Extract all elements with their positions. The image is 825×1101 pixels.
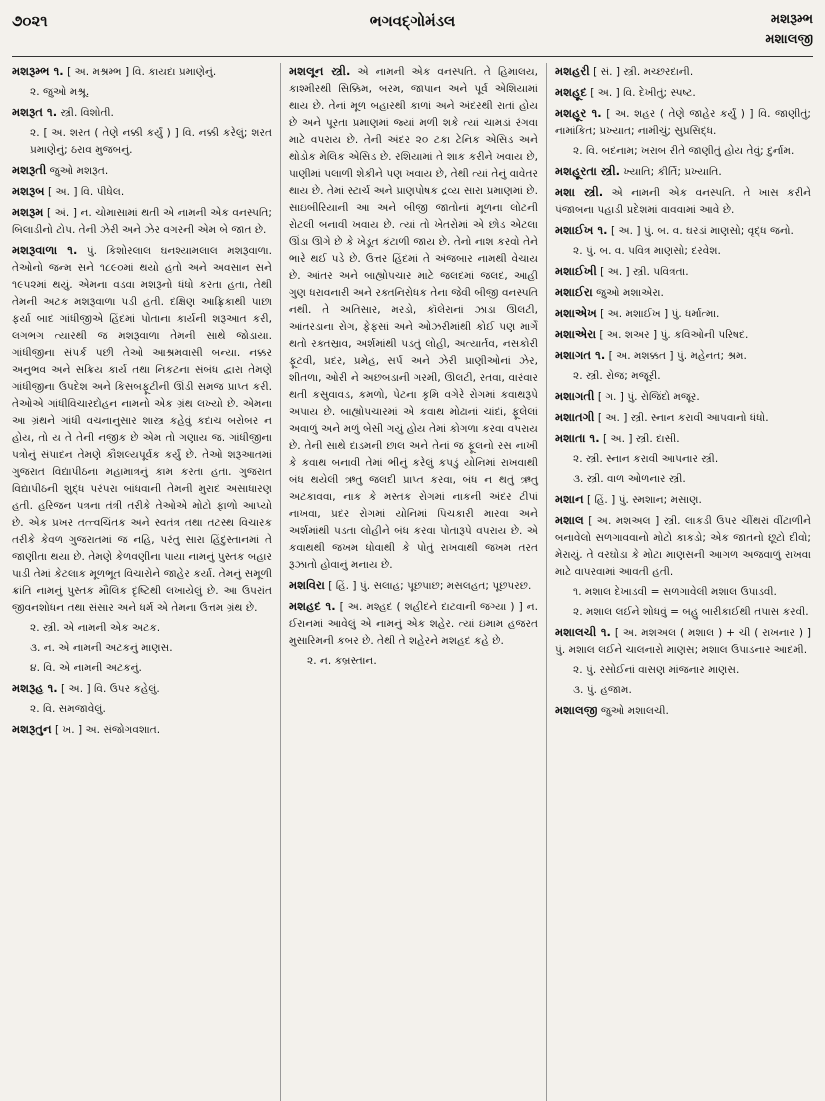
entry-sense (30, 84, 272, 101)
dictionary-entry (555, 347, 811, 365)
definition-text: [ હિં. ] પું. સલાહ; પૂછપાછ; મસલહત; પૂછપરછ. (328, 580, 532, 592)
definition-text: ૨. પું. રસોઈનાં વાસણ માંજનાર માણસ. (573, 664, 740, 676)
dictionary-entry (555, 430, 811, 448)
headword: મશાન (555, 492, 584, 506)
page-header (12, 10, 813, 57)
page-number: ૭૦૨૧ (12, 12, 48, 30)
headword: મશાતગી (555, 410, 595, 424)
dictionary-entry (555, 105, 811, 140)
entry-sense (573, 143, 811, 160)
dictionary-entry (12, 63, 272, 81)
guide-word-first: મશરૂમ્ભ (770, 12, 813, 27)
entry-sense (573, 682, 811, 699)
definition-text: [ અ. મશ્રમ્ભ ] વિ. કાયદા પ્રમાણેનું. (67, 66, 217, 78)
headword: મશાએખ (555, 306, 597, 320)
definition-text: ૨. સ્ત્રી. એ નામની એક અટક. (30, 622, 161, 634)
definition-text: [ અ. શઅર ] પું. કવિઓની પરિષદ. (599, 329, 749, 341)
dictionary-entry (555, 702, 811, 720)
columns (12, 63, 813, 1101)
definition-text: ખ્યાતિ; કીર્તિ; પ્રખ્યાતિ. (623, 166, 722, 178)
definition-text: [ અ. ] વિ. પીધેલ. (47, 186, 125, 198)
dictionary-entry (12, 680, 272, 698)
definition-text: [ અ. ] પું. બ. વ. ઘરડાં માણસો; વૃદ્ધ જનો. (610, 225, 794, 237)
definition-text: જુઓ મશરૂત. (49, 165, 109, 177)
definition-text: [ અ. મશક્કત ] પું. મહેનત; શ્રમ. (608, 350, 747, 362)
headword: મશા સ્ત્રી. (555, 185, 604, 199)
entry-sense (573, 584, 811, 601)
dictionary-entry (555, 184, 811, 219)
entry-sense (573, 471, 811, 488)
dictionary-entry (555, 491, 811, 509)
headword: મશાઈખી (555, 264, 597, 278)
entry-sense (307, 653, 538, 670)
dictionary-entry (12, 204, 272, 239)
definition-text: જુઓ મશાએરા. (596, 287, 664, 299)
column-1 (12, 63, 280, 1101)
headword: મશાલચી ૧. (555, 625, 611, 639)
headword: મશાતા ૧. (555, 431, 600, 445)
entry-sense (30, 660, 272, 677)
dictionary-entry (12, 721, 272, 739)
definition-text: [ અ. મશ્હદ ( શહીદને દાટવાની જગ્યા ) ] ન. ઈરાનમાં આવેલું એ નામનું એક શહેર. ત્યાં ઇમામ હજરત મુસારિમની કબર છે. તેથી તે શહેરને મશહદ કહે છે. (289, 601, 538, 647)
entry-sense (30, 125, 272, 159)
headword: મશહૂદ (555, 85, 587, 99)
definition-text: ૨. સ્ત્રી. રોજ; મજૂરી. (573, 370, 661, 382)
definition-text: સ્ત્રી. વિશોતી. (60, 107, 114, 119)
dictionary-entry (12, 162, 272, 180)
dictionary-entry (289, 63, 538, 574)
definition-text: ૨. જુઓ મશ્રૂ. (30, 86, 90, 98)
headword: મશરૂમ્ભ ૧. (12, 64, 64, 78)
headword: મશરૂહ ૧. (12, 681, 58, 695)
definition-text: ૪. વિ. એ નામની અટકનું. (30, 662, 142, 674)
dictionary-entry (555, 84, 811, 102)
definition-text: ૩. ન. એ નામની અટકનું માણસ. (30, 642, 173, 654)
entry-sense (573, 243, 811, 260)
dictionary-entry (12, 183, 272, 201)
dictionary-entry (555, 388, 811, 406)
entry-sense (573, 604, 811, 621)
dictionary-entry (555, 326, 811, 344)
definition-text: [ અ. શહર ( તેણે જાહેર કર્યું ) ] વિ. જાણીતું; નામાંકિત; પ્રખ્યાત; નામીચું; સુપ્રસિદ્ધ. (555, 108, 811, 137)
headword: મશહદ ૧. (289, 599, 336, 613)
entry-sense (30, 620, 272, 637)
headword: મશાગત ૧. (555, 348, 606, 362)
column-3 (546, 63, 811, 1101)
dictionary-entry (289, 577, 538, 595)
entry-sense (573, 368, 811, 385)
dictionary-entry (555, 624, 811, 659)
definition-text: [ અં. ] ન. ચોમાસામાં થતી એ નામની એક વનસ્પતિ; બિલાડીનો ટોપ. તેની ઝેરી અને ઝેર વગરની એમ બે જાત છે. (12, 207, 273, 236)
headword: મશાગતી (555, 389, 595, 403)
definition-text: [ અ. ] સ્ત્રી. પવિત્રતા. (600, 266, 689, 278)
headword: મશાલ (555, 513, 584, 527)
headword: મશવિરા (289, 578, 325, 592)
guide-word-last: મશાલજી (765, 32, 813, 47)
dictionary-entry (12, 242, 272, 617)
definition-text: ૨. ન. કબ્રસ્તાન. (307, 655, 377, 667)
entry-sense (30, 640, 272, 657)
definition-text: ૨. [ અ. શરત ( તેણે નક્કી કર્યું ) ] વિ. નક્કી કરેલું; શરત પ્રમાણેનું; ઠરાવ મુજબનું. (30, 127, 272, 156)
dictionary-entry (555, 222, 811, 240)
headword: મશાઈરા (555, 285, 593, 299)
definition-text: એ નામની એક વનસ્પતિ. તે ખાસ કરીને પંજાબના પહાડી પ્રદેશમાં વાવવામાં આવે છે. (555, 187, 811, 216)
definition-text: [ અ. ] વિ. ઉપર કહેલું. (61, 683, 160, 695)
headword: મશરૂવાળા ૧. (12, 243, 78, 257)
running-title: ભગવદ્ગોમંડલ (369, 12, 456, 30)
definition-text: [ સં. ] સ્ત્રી. મચ્છરદાની. (593, 66, 694, 78)
dictionary-entry (555, 63, 811, 81)
headword: મશહૂર ૧. (555, 106, 602, 120)
entry-sense (573, 451, 811, 468)
definition-text: ૨. સ્ત્રી. સ્નાન કરાવી આપનાર સ્ત્રી. (573, 453, 719, 465)
definition-text: ૨. મશાલ લઈને શોધવું = બહુ બારીકાઈથી તપાસ કરવી. (573, 606, 809, 618)
definition-text: [ ખ. ] અ. સંજોગવશાત. (55, 724, 161, 736)
definition-text: પું. કિશોરલાલ ઘનશ્યામલાલ મશરૂવાળા. તેઓનો જન્મ સને ૧૮૯૦માં થયો હતો અને અવસાન સને ૧૯૫૨માં થયું. એમના વડવા મશરૂનો ધંધો કરતા હતા, તેથી તેમની અટક મશરૂવાળા પડી હતી. દક્ષિણ આફ્રિકાથી પાછા ફર્યા બાદ ગાંધીજીએ હિંદમાં પોતાના કાર્યની શરૂઆત કરી, લગભગ ત્યારથી જ મશરૂવાળા તેમની સાથે જોડાયા. ગાંધીજીના સંપર્ક પછી તેઓ આશ્રમવાસી બન્યા. નક્કર અનુભવ અને સક્રિય કાર્ય તથા નિકટના સંબંધ દ્વારા તેમણે ગાંધીજીના ઉપદેશ અને કિસબફૂટીની ઊંડી સમજ પ્રાપ્ત કરી. તેઓએ ગાંધીવિચારદોહન નામનો એક ગ્રંથ લખ્યો છે. એમના આ ગ્રંથને ગાંધી વચનાનુસાર શાસ્ત્ર કહેવું કદાચ બરોબર ન હોય, તો ય તે તેની નજીક છે એમ તો ગણાય જ. ગાંધીજીના પત્રોનું સંપાદન તેમણે કૌશલ્યપૂર્વક કર્યું છે. તેઓ શરૂઆતમાં ગુજરાત વિદ્યાપીઠના મહામાત્રનું કામ કરતા હતા. ગુજરાત વિદ્યાપીઠની શુદ્ધ પરંપરા બાંધવાની તેમની મુરાદ અસાધારણ હતી. હરિજન પત્રના તંત્રી તરીકે તેઓએ મોટો ફાળો આપ્યો છે. એક પ્રખર તત્ત્વચિંતક અને સ્વતંત્ર તથા તટસ્થ વિચારક તરીકે કેવળ ગુજરાતમાં જ નહિ, પરંતુ સારા હિંદુસ્તાનમાં તે જાણીતા થયા છે. તેમણે કેળવણીના પાયા નામનું પુસ્તક બહાર પાડી તેમાં કેટલાક મૂળભૂત વિચારોને જાહેર કર્યા. તેમનું સમૂળી ક્રાંતિ નામનું પુસ્તક મૌલિક દૃષ્ટિથી લખાયેલું છે. આ ઉપરાંત જીવનશોધન તથા સંસાર અને ધર્મ એ તેમના ઉત્તમ ગ્રંથ છે. (12, 245, 272, 614)
definition-text: ૩. પું. હજામ. (573, 684, 632, 696)
headword: મશાલજી (555, 703, 598, 717)
entry-sense (30, 701, 272, 718)
dictionary-entry (555, 512, 811, 581)
definition-text: [ ગ. ] પું. રોજિંદો મજૂર. (597, 391, 700, 403)
headword: મશરૂત ૧. (12, 105, 58, 119)
definition-text: [ અ. મશઅલ ( મશાલ ) + ચી ( રાખનાર ) ] પું. મશાલ લઈને ચાલનારો માણસ; મશાલ ઉપાડનાર આદમી. (555, 627, 811, 656)
headword: મશાઈખ ૧. (555, 223, 608, 237)
headword: મશરૂતુન (12, 722, 52, 736)
headword: મશરૂમ (12, 205, 44, 219)
dictionary-entry (12, 104, 272, 122)
definition-text: ૨. પું. બ. વ. પવિત્ર માણસો; દરવેશ. (573, 245, 721, 257)
headword: મશહૂરતા સ્ત્રી. (555, 164, 621, 178)
entry-sense (573, 662, 811, 679)
definition-text: ૧. મશાલ દેખાડવી = સળગાવેલી મશાલ ઉપાડવી. (573, 586, 777, 598)
dictionary-entry (555, 284, 811, 302)
headword: મશલૂન સ્ત્રી. (289, 64, 351, 78)
dictionary-entry (555, 163, 811, 181)
definition-text: [ અ. મશાઈખ ] પું. ધર્માત્મા. (600, 308, 720, 320)
headword: મશહરી (555, 64, 590, 78)
definition-text: [ અ. ] વિ. દેખીતું; સ્પષ્ટ. (590, 87, 696, 99)
definition-text: ૨. વિ. સમજાવેલું. (30, 703, 106, 715)
definition-text: ૩. સ્ત્રી. વાળ ઓળનાર સ્ત્રી. (573, 473, 686, 485)
definition-text: [ હિં. ] પું. સ્મશાન; મસાણ. (586, 494, 702, 506)
dictionary-entry (555, 305, 811, 323)
column-2 (280, 63, 546, 1101)
definition-text: [ અ. મશઅલ ] સ્ત્રી. લાકડી ઉપર ચીંથરાં વીંટાળીને બનાવેલો સળગાવવાનો મોટો કાકડો; એક જાતનો છૂટો દીવો; મેરાયું. તે વરઘોડા કે મોટા માણસની આગળ અજવાળું રાખવા માટે વાપરવામાં આવતી હતી. (555, 515, 811, 578)
headword: મશરૂબ (12, 184, 45, 198)
dictionary-entry (555, 409, 811, 427)
definition-text: ૨. વિ. બદનામ; ખરાબ રીતે જાણીતું હોય તેવું; દુર્નામ. (573, 145, 795, 157)
dictionary-entry (289, 598, 538, 650)
headword: મશરૂતી (12, 163, 47, 177)
definition-text: [ અ. ] સ્ત્રી. સ્નાન કરાવી આપવાનો ધંધો. (597, 412, 769, 424)
definition-text: એ નામની એક વનસ્પતિ. તે હિમાલય, કાશ્મીરથી સિક્કિમ, બરમ, જાપાન અને પૂર્વ એશિયામાં થાય છે. તેનાં મૂળ બહારથી કાળાં અને અંદરથી રાતાં હોય છે અને પૂરતા પ્રમાણમાં જ્યાં મળી શકે ત્યાં ચામડાં રંગવા માટે વપરાય છે. તેની અંદર ૨૦ ટકા ટેનિક એસિડ અને થોડોક મેલિક એસિડ છે. રશિયામાં તે શાક કરીને ખવાય છે, પાણીમાં પલાળી શેકીને પણ ખવાય છે, તેથી ત્યાં તેનું વાવેતર થાય છે. તેમાં સ્ટાર્ચ અને પ્રાણપોષક દ્રવ્ય સારા પ્રમાણમાં છે. સાઇબીરિયાની આ અને બીજી જાતોનાં મૂળના લોટની રોટલી બનાવી ખવાય છે. ત્યાં તો ખેતરોમાં એ છોડ એટલા ઊંડા ઊગે છે કે ખેડૂત કંટાળી જાય છે. તેનો નાશ કરવો તેને ભારે થઈ પડે છે. ઉત્તર હિંદમાં તે અંજબાર નામથી વેચાય છે. આંતર અને બાહ્યોપચાર માટે જલદમાં જલદ, આહી ગુણ ધરાવનારી અને રક્તનિરોધક તેના જેવી બીજી વનસ્પતિ નથી. તે અતિસાર, મરડો, કૉલેરાનાં ઝાડા ઊલટી, આંતરડાના રોગ, ફેફસાં અને ઓઝરીમાંથી કોઈ પણ માર્ગે થતો રક્તસ્રાવ, અર્શમાંથી પડતું લોહી, અત્યાર્તવ, નસકોરી ફૂટવી, પ્રદર, પ્રમેહ, સર્પ અને ઝેરી પ્રાણીઓનાં ઝેર, શીતળા, ઓરી ને અછબડાની ગરમી, ઊલટી, રતવા, વારંવાર થતી કસુવાવડ, કમળો, પેટના કૃમિ વગેરે રોગમાં કવાથરૂપે અપાય છે. બાહ્યોપચારમાં એ કવાથ મોઢાનાં ચાંદાં, ફૂલેલાં અવાળું અને મળું બેસી ગયું હોય તેમાં કોગળા કરવા વપરાય છે. તેની સાથે દાડમની છાલ અને તેનાં જ ફૂલનો રસ નાખી કે કવાથ બનાવી તેમાં ભીનું કરેલું કપડું યોનિમાં રાખવાથી બંધ થયેલી ઋતુ જલદી પ્રાપ્ત કરવા, બંધ ન થતું ઋતુ અટકાવવા, નાક કે મસ્તક રોગમાં નાકની અંદર ટીપાં નાખવા, પ્રદર રોગમાં યોનિમાં પિચકારી મારવા અને અર્શમાંથી પડતા લોહીને બંધ કરવા પોતારૂપે વપરાય છે. એ કવાથથી જખમ ધોવાથી કે પોતું રાખવાથી જખમ તરત રૂઝાતો હોવાનું મનાય છે. (289, 66, 539, 571)
definition-text: [ અ. ] સ્ત્રી. દાસી. (603, 433, 680, 445)
definition-text: જુઓ મશાલચી. (600, 705, 669, 717)
dictionary-entry (555, 263, 811, 281)
headword: મશાએરા (555, 327, 597, 341)
